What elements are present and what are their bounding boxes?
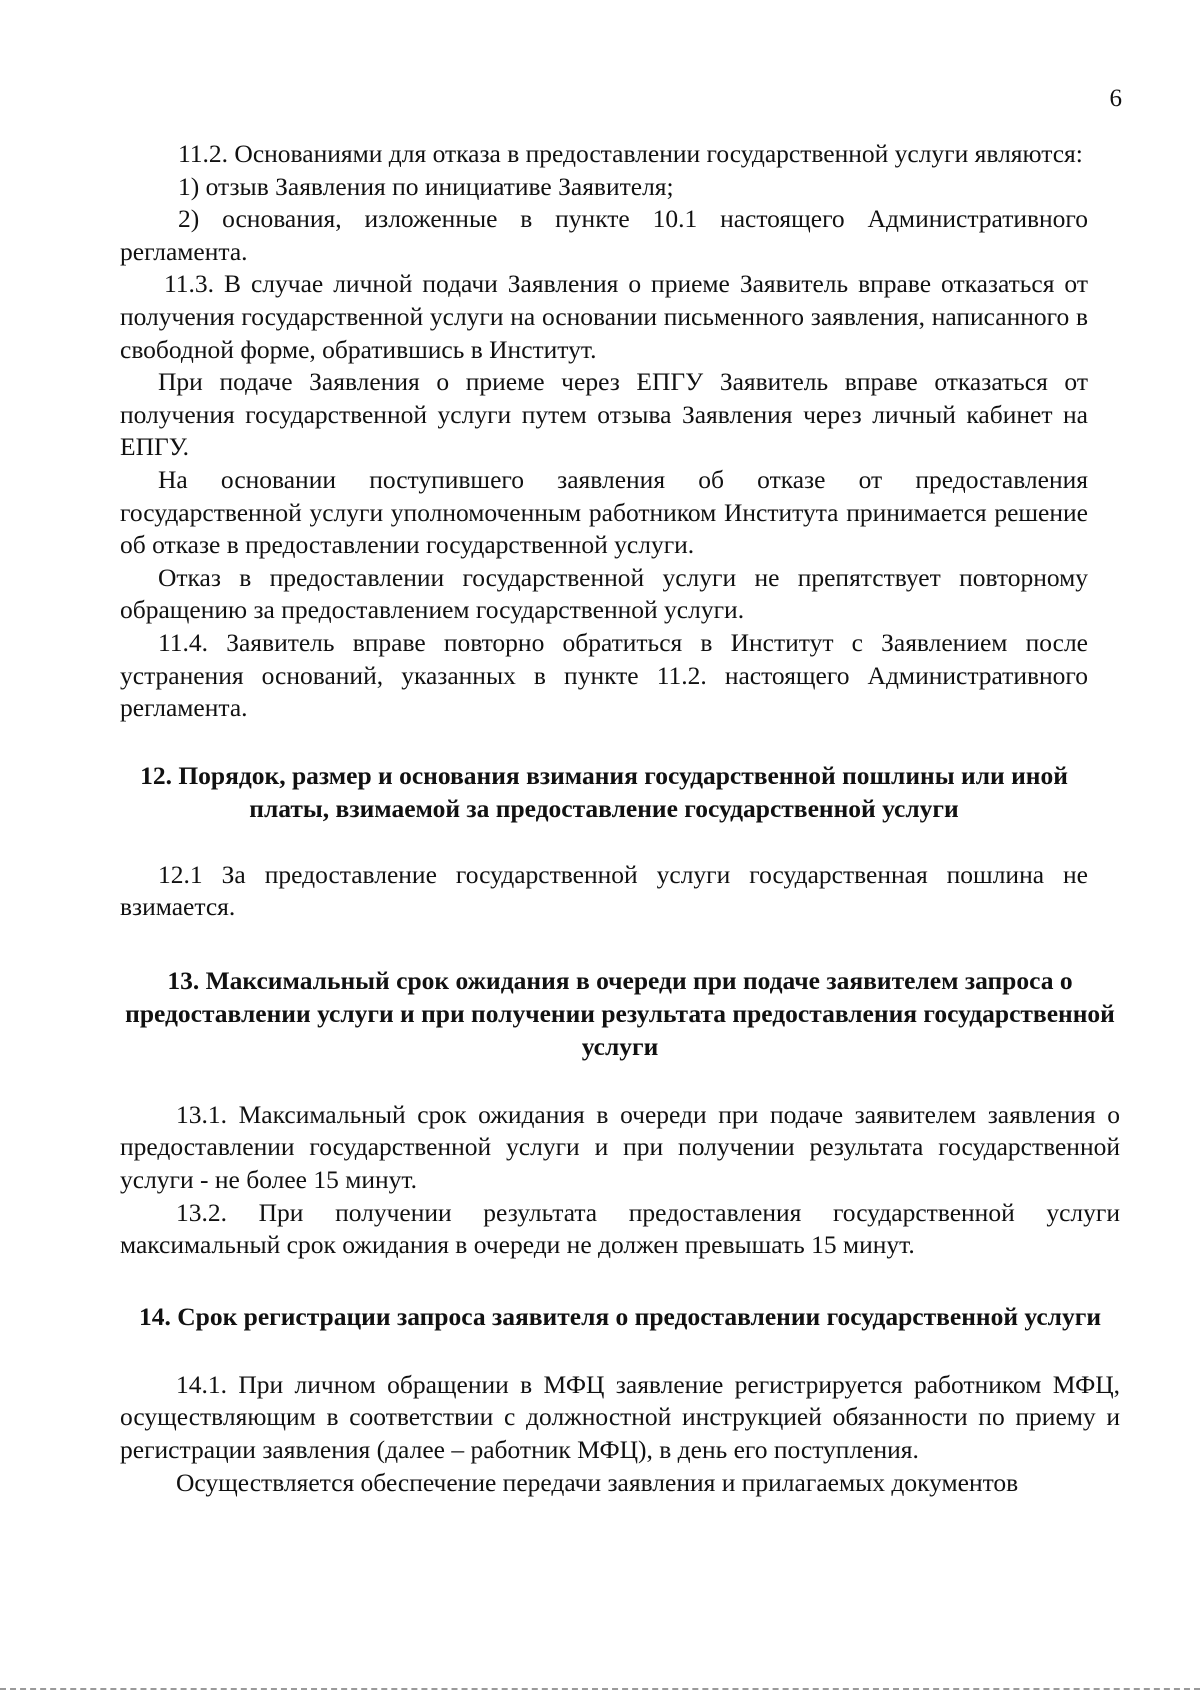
paragraph-11-2-item-2: 2) основания, изложенные в пункте 10.1 настоящего Административного регламента. bbox=[120, 204, 1088, 266]
section-heading-14: 14. Срок регистрации запроса заявителя о предоставлении государственной услуги bbox=[138, 1301, 1102, 1331]
page-number: 6 bbox=[1109, 85, 1122, 112]
section-heading-13: 13. Максимальный срок ожидания в очереди при подаче заявителем запроса о предоставлении услуги и при получении результата предоставления государственной услуги bbox=[125, 965, 1115, 1061]
paragraph-11-4: 11.4. Заявитель вправе повторно обратиться в Институт с Заявлением после устранения оснований, указанных в пункте 11.2. настоящего Административного регламента. bbox=[120, 627, 1088, 723]
paragraph-11-3: 11.3. В случае личной подачи Заявления о приеме Заявитель вправе отказаться от получения государственной услуги на основании письменного заявления, написанного в свободной форме, обратившись в Институт. bbox=[120, 269, 1088, 364]
paragraph-14-1-transfer: Осуществляется обеспечение передачи заявления и прилагаемых документов bbox=[176, 1467, 1019, 1497]
document-body bbox=[120, 138, 1120, 1499]
paragraph-13-1: 13.1. Максимальный срок ожидания в очереди при подаче заявителем заявления о предоставлении государственной услуги и при получении результата государственной услуги - не более 15 минут. bbox=[120, 1099, 1120, 1195]
paragraph-13-2: 13.2. При получении результата предоставления государственной услуги максимальный срок ожидания в очереди не должен превышать 15 минут. bbox=[120, 1197, 1120, 1260]
page-bottom-rule bbox=[0, 1688, 1200, 1690]
paragraph-11-2: 11.2. Основаниями для отказа в предоставлении государственной услуги являются: bbox=[178, 139, 1083, 168]
section-heading-12: 12. Порядок, размер и основания взимания государственной пошлины или иной платы, взимаемой за предоставление государственной услуги bbox=[140, 760, 1068, 823]
paragraph-14-1: 14.1. При личном обращении в МФЦ заявление регистрируется работником МФЦ, осуществляющим в соответствии с должностной инструкцией обязанности по приему и регистрации заявления (далее – работник МФЦ), в день его поступления. bbox=[120, 1369, 1120, 1465]
paragraph-11-3-epgu: При подаче Заявления о приеме через ЕПГУ Заявитель вправе отказаться от получения государственной услуги путем отзыва Заявления через личный кабинет на ЕПГУ. bbox=[120, 367, 1088, 462]
paragraph-11-3-repeat: Отказ в предоставлении государственной услуги не препятствует повторному обращению за предоставлением государственной услуги. bbox=[120, 562, 1088, 625]
paragraph-11-2-item-1: 1) отзыв Заявления по инициативе Заявителя; bbox=[178, 171, 674, 201]
paragraph-11-3-decision: На основании поступившего заявления об отказе от предоставления государственной услуги уполномоченным работником Института принимается решение об отказе в предоставлении государственной услуги. bbox=[120, 464, 1088, 560]
paragraph-12-1: 12.1 За предоставление государственной услуги государственная пошлина не взимается. bbox=[120, 859, 1088, 922]
